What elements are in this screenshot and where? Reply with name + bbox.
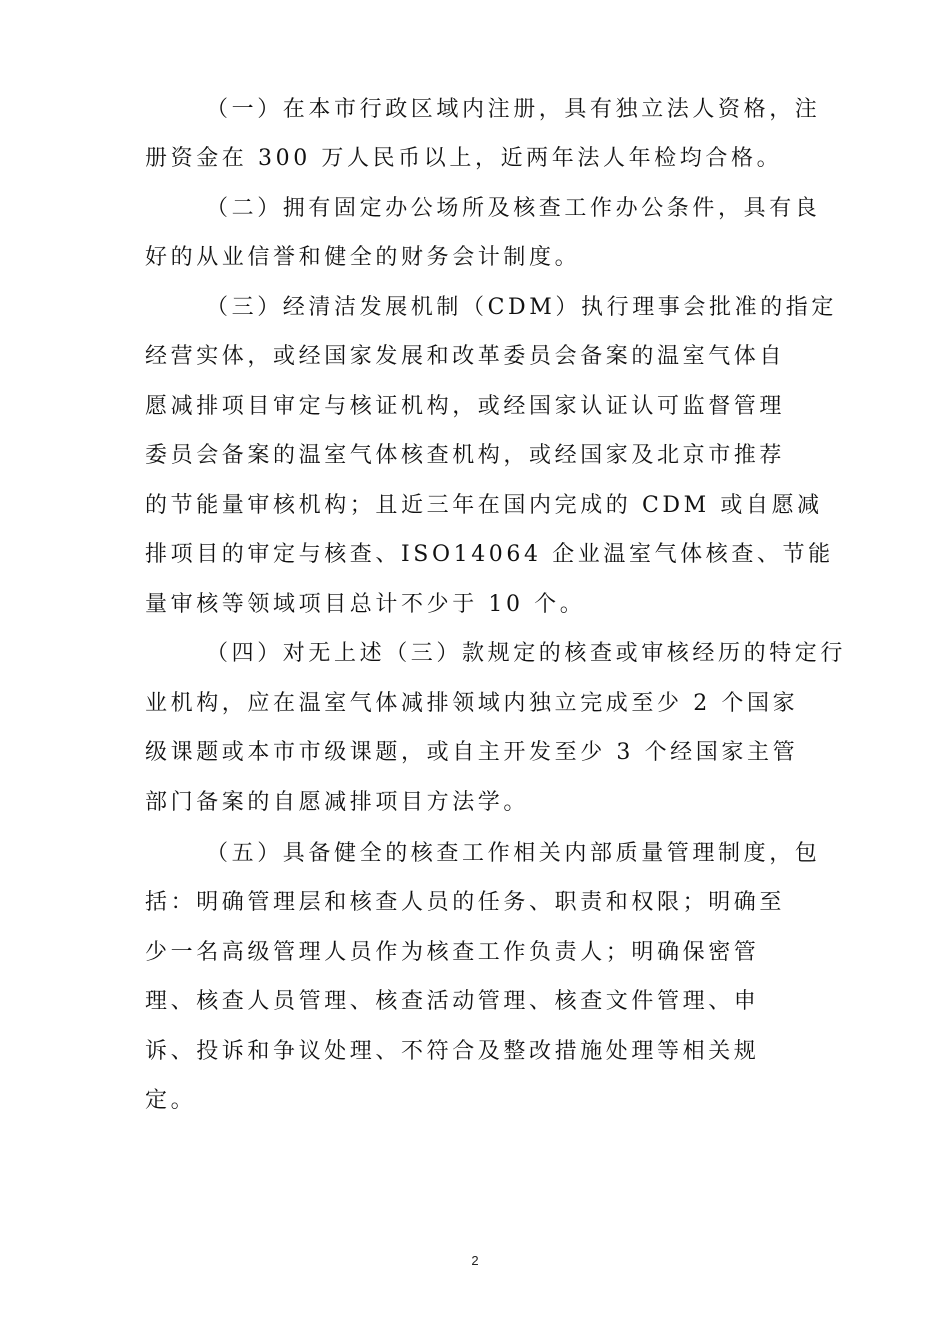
paragraph-5-line-2: 括：明确管理层和核查人员的任务、职责和权限；明确至 [145,890,786,915]
paragraph-4-line-3: 级课题或本市市级课题，或自主开发至少 3 个经国家主管 [145,740,799,765]
paragraph-5-line-5: 诉、投诉和争议处理、不符合及整改措施处理等相关规 [145,1039,760,1064]
paragraph-3-line-3: 愿减排项目审定与核证机构，或经国家认证认可监督管理 [145,394,786,419]
paragraph-2-line-1: （二）拥有固定办公场所及核查工作办公条件，具有良 [206,196,821,221]
paragraph-5-line-1: （五）具备健全的核查工作相关内部质量管理制度，包 [206,841,821,866]
paragraph-2-line-2: 好的从业信誉和健全的财务会计制度。 [145,245,581,270]
paragraph-3-line-7: 量审核等领域项目总计不少于 10 个。 [145,592,586,617]
paragraph-3-line-1: （三）经清洁发展机制（CDM）执行理事会批准的指定 [206,295,837,320]
paragraph-4-line-2: 业机构，应在温室气体减排领域内独立完成至少 2 个国家 [145,691,799,716]
paragraph-5-line-6: 定。 [145,1088,197,1113]
paragraph-3-line-5: 的节能量审核机构；且近三年在国内完成的 CDM 或自愿减 [145,493,823,518]
page-number: 2 [471,1253,479,1268]
paragraph-5-line-4: 理、核查人员管理、核查活动管理、核查文件管理、申 [145,989,760,1014]
paragraph-3-line-6: 排项目的审定与核查、ISO14064 企业温室气体核查、节能 [145,542,834,567]
paragraph-3-line-2: 经营实体，或经国家发展和改革委员会备案的温室气体自 [145,344,786,369]
paragraph-1-line-2: 册资金在 300 万人民币以上，近两年法人年检均合格。 [145,146,783,171]
paragraph-3-line-4: 委员会备案的温室气体核查机构，或经国家及北京市推荐 [145,443,786,468]
paragraph-4-line-1: （四）对无上述（三）款规定的核查或审核经历的特定行 [206,641,847,666]
paragraph-1-line-1: （一）在本市行政区域内注册，具有独立法人资格，注 [206,97,821,122]
paragraph-4-line-4: 部门备案的自愿减排项目方法学。 [145,790,530,815]
paragraph-5-line-3: 少一名高级管理人员作为核查工作负责人；明确保密管 [145,940,760,965]
